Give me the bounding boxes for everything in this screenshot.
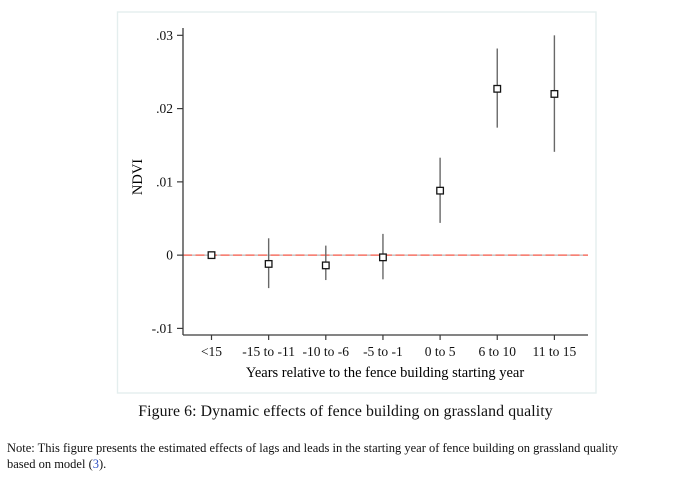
- figure-note-line2-text: based on model (: [7, 456, 93, 471]
- x-tick-label: -5 to -1: [363, 344, 403, 359]
- data-point-marker: [494, 86, 501, 93]
- y-tick-label: .02: [156, 101, 173, 117]
- figure-note-line1: Note: This figure presents the estimated effects of lags and leads in the starting year of fence building on grassland quality: [7, 441, 619, 455]
- x-tick-label: -15 to -11: [242, 344, 296, 359]
- data-point-marker: [265, 261, 272, 268]
- x-tick-label: -10 to -6: [302, 344, 350, 359]
- y-tick-label: .03: [156, 27, 173, 43]
- data-point-marker: [437, 187, 444, 194]
- y-tick-label: .01: [156, 174, 173, 190]
- figure-note-line2-end: ).: [99, 456, 107, 471]
- x-tick-label: 6 to 10: [478, 344, 517, 359]
- data-point-marker: [323, 262, 330, 269]
- figure-caption: Figure 6: Dynamic effects of fence building on grassland quality: [138, 403, 553, 420]
- x-tick-label: <15: [200, 344, 223, 359]
- x-tick-label: 11 to 15: [532, 344, 577, 359]
- plot-frame: [118, 12, 597, 393]
- figure-note-line2: [7, 457, 686, 473]
- y-tick-label: -.01: [151, 320, 173, 336]
- data-point-marker: [208, 252, 215, 259]
- y-tick-label: 0: [166, 247, 173, 263]
- model-reference-link[interactable]: 3: [92, 456, 99, 471]
- x-axis-title: Years relative to the fence building starting year: [245, 365, 525, 381]
- y-axis-title: NDVI: [130, 158, 146, 196]
- data-point-marker: [380, 254, 387, 261]
- data-point-marker: [551, 91, 558, 98]
- figure-note: [7, 441, 686, 472]
- x-tick-label: 0 to 5: [424, 344, 456, 359]
